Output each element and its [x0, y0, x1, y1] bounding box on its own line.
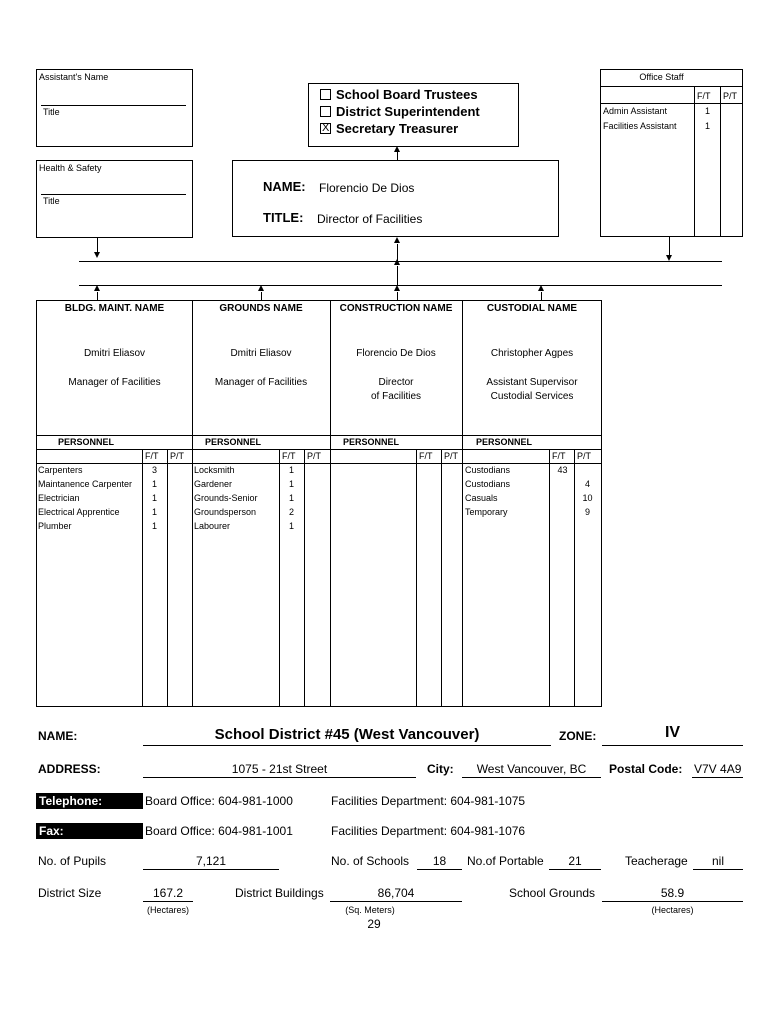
- grounds-label: School Grounds: [509, 886, 596, 900]
- table-row: Locksmith 1: [194, 465, 294, 475]
- buildings-value: 86,704: [377, 886, 415, 900]
- pupils-label: No. of Pupils: [38, 854, 107, 868]
- telephone-label: Telephone:: [36, 793, 143, 809]
- reports-to-box: [308, 83, 519, 147]
- postal-label: Postal Code:: [609, 762, 683, 776]
- city-value: West Vancouver, BC: [476, 762, 587, 776]
- dept-manager-name: Dmitri Eliasov: [83, 348, 146, 359]
- checkbox-trustees[interactable]: [320, 89, 331, 100]
- table-row: Casuals 10: [465, 493, 593, 503]
- personnel-label: PERSONNEL: [343, 437, 400, 447]
- list-item: Facilities Assistant 1: [603, 121, 710, 131]
- grounds-unit: (Hectares): [651, 905, 694, 915]
- table-row: Electrical Apprentice 1: [38, 507, 157, 517]
- director-name: Florencio De Dios: [319, 181, 415, 195]
- size-value: 167.2: [152, 886, 184, 900]
- ft-header: F/T: [145, 451, 159, 461]
- office-staff-box: [600, 69, 743, 237]
- table-row: Plumber 1: [38, 521, 157, 531]
- pt-header: P/T: [577, 451, 592, 461]
- pt-header: P/T: [170, 451, 185, 461]
- director-title: Director of Facilities: [317, 212, 423, 226]
- option-trustees: School Board Trustees: [336, 87, 478, 102]
- page-number: 29: [367, 917, 381, 931]
- telephone-board: Board Office: 604-981-1000: [145, 794, 293, 808]
- personnel-label: PERSONNEL: [58, 437, 115, 447]
- dept-manager-title: Director: [378, 377, 414, 388]
- teacherage-label: Teacherage: [625, 854, 688, 868]
- director-name-label: NAME:: [263, 179, 306, 194]
- dept-header: CUSTODIAL NAME: [486, 303, 578, 314]
- fax-facilities: Facilities Department: 604-981-1076: [331, 824, 526, 838]
- fax-board: Board Office: 604-981-1001: [145, 824, 293, 838]
- office-staff-title: Office Staff: [639, 72, 684, 82]
- table-row: Grounds-Senior 1: [194, 493, 294, 503]
- personnel-rows: [192, 465, 330, 535]
- table-row: Carpenters 3: [38, 465, 157, 475]
- dept-header: GROUNDS NAME: [219, 303, 303, 314]
- portable-label: No.of Portable: [467, 854, 544, 868]
- personnel-rows: [36, 465, 193, 535]
- table-row: Gardener 1: [194, 479, 294, 489]
- buildings-label: District Buildings: [235, 886, 324, 900]
- teacherage-value: nil: [711, 854, 724, 868]
- personnel-rows: [462, 465, 602, 521]
- ft-header: F/T: [419, 451, 433, 461]
- director-box: [232, 160, 559, 237]
- director-title-label: TITLE:: [263, 210, 304, 225]
- dept-manager-title-line2: Custodial Services: [490, 391, 574, 402]
- table-row: Groundsperson 2: [194, 507, 294, 517]
- size-label: District Size: [38, 886, 102, 900]
- portable-value: 21: [568, 854, 582, 868]
- dept-manager-name: Florencio De Dios: [356, 348, 436, 359]
- city-label: City:: [427, 762, 454, 776]
- office-pt-header: P/T: [723, 91, 738, 101]
- table-row: Electrician 1: [38, 493, 157, 503]
- dept-manager-name: Christopher Agpes: [490, 348, 574, 359]
- personnel-label: PERSONNEL: [476, 437, 533, 447]
- table-row: Custodians 43: [465, 465, 568, 475]
- health-safety-box: [36, 160, 193, 238]
- dept-header: BLDG. MAINT. NAME: [64, 303, 165, 314]
- option-secretary-treasurer: Secretary Treasurer: [336, 121, 459, 136]
- table-row: Custodians 4: [465, 479, 590, 489]
- list-item: Admin Assistant 1: [603, 106, 710, 116]
- checkbox-secretary-treasurer[interactable]: [320, 123, 331, 134]
- assistant-title-label: Title: [43, 107, 60, 117]
- ft-header: F/T: [282, 451, 296, 461]
- pupils-value: 7,121: [195, 854, 227, 868]
- assistant-name-label: Assistant's Name: [39, 72, 109, 82]
- assistant-box: [36, 69, 193, 147]
- pt-header: P/T: [444, 451, 459, 461]
- buildings-unit: (Sq. Meters): [345, 905, 395, 915]
- district-name-label: NAME:: [38, 729, 78, 743]
- health-title-label: Title: [43, 196, 60, 206]
- address-value: 1075 - 21st Street: [231, 762, 328, 776]
- zone-label: ZONE:: [559, 729, 597, 743]
- fax-label: Fax:: [36, 823, 143, 839]
- table-row: Temporary 9: [465, 507, 590, 517]
- postal-value: V7V 4A9: [694, 762, 742, 776]
- ft-header: F/T: [552, 451, 566, 461]
- dept-manager-title: Manager of Facilities: [68, 377, 161, 388]
- address-label: ADDRESS:: [38, 762, 101, 776]
- dept-manager-title-line2: of Facilities: [370, 391, 421, 402]
- table-row: Maintanence Carpenter 1: [38, 479, 157, 489]
- dept-manager-title: Assistant Supervisor: [486, 377, 578, 388]
- office-staff-rows: [601, 105, 742, 135]
- telephone-facilities: Facilities Department: 604-981-1075: [331, 794, 526, 808]
- zone-value: IV: [664, 724, 681, 741]
- grounds-value: 58.9: [660, 886, 685, 900]
- health-safety-label: Health & Safety: [39, 163, 102, 173]
- pt-header: P/T: [307, 451, 322, 461]
- check-mark-icon: X: [322, 122, 330, 134]
- dept-manager-name: Dmitri Eliasov: [230, 348, 292, 359]
- dept-header: CONSTRUCTION NAME: [339, 303, 453, 314]
- schools-label: No. of Schools: [331, 854, 410, 868]
- district-name: School District #45 (West Vancouver): [214, 726, 480, 743]
- option-superintendent: District Superintendent: [336, 104, 480, 119]
- schools-value: 18: [432, 854, 447, 868]
- office-ft-header: F/T: [697, 91, 711, 101]
- size-unit: (Hectares): [146, 905, 189, 915]
- personnel-label: PERSONNEL: [205, 437, 262, 447]
- dept-manager-title: Manager of Facilities: [214, 377, 308, 388]
- table-row: Labourer 1: [194, 521, 294, 531]
- checkbox-superintendent[interactable]: [320, 106, 331, 117]
